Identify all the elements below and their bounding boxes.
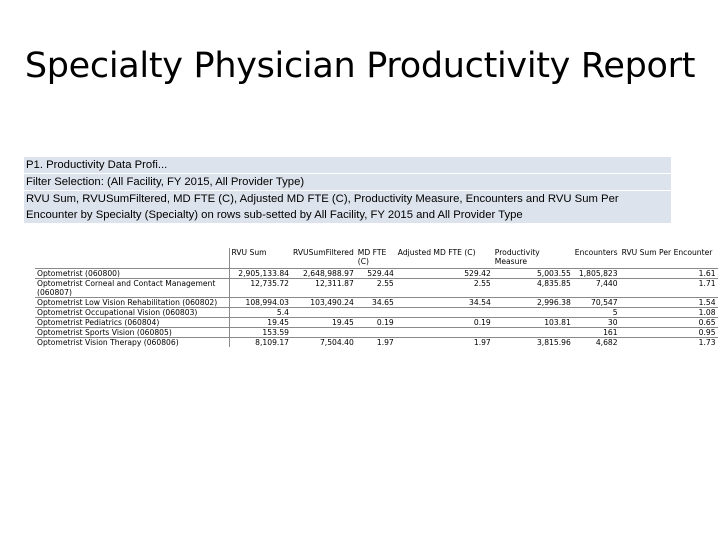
header-adjusted-md-fte: Adjusted MD FTE (C) — [397, 248, 476, 257]
cell-rvu-sum-filtered — [291, 307, 356, 317]
cell-rvu-sum-filtered: 2,648,988.97 — [291, 268, 356, 278]
cell-rvu-sum-filtered: 7,504.40 — [291, 337, 356, 347]
cell-md-fte: 529.44 — [356, 268, 396, 278]
row-label: Optometrist Vision Therapy (060806) — [35, 337, 229, 347]
cell-adjusted-md-fte: 0.19 — [396, 317, 493, 327]
cell-rvu-sum: 153.59 — [229, 327, 291, 337]
cell-adjusted-md-fte — [396, 307, 493, 317]
cell-md-fte: 0.19 — [356, 317, 396, 327]
productivity-table — [35, 248, 718, 347]
header-md-fte: MD FTE (C) — [357, 248, 387, 266]
report-name: P1. Productivity Data Profi... — [24, 157, 671, 174]
cell-rvu-per-encounter: 0.95 — [620, 327, 718, 337]
cell-rvu-sum: 5.4 — [229, 307, 291, 317]
cell-productivity-measure — [493, 327, 573, 337]
table-row — [35, 337, 718, 347]
report-description: RVU Sum, RVUSumFiltered, MD FTE (C), Adjusted MD FTE (C), Productivity Measure, Encounters and RVU Sum Per Encounter by Specialty (Specialty) on rows sub-setted by All Facility, FY 2015 and All Provider Type — [24, 191, 671, 224]
cell-rvu-sum: 8,109.17 — [229, 337, 291, 347]
row-label: Optometrist (060800) — [35, 268, 229, 278]
row-label: Optometrist Pediatrics (060804) — [35, 317, 229, 327]
cell-adjusted-md-fte: 34.54 — [396, 297, 493, 307]
cell-rvu-per-encounter: 1.61 — [620, 268, 718, 278]
table-row — [35, 327, 718, 337]
header-rvu-sum-filtered: RVUSumFiltered — [293, 248, 354, 257]
cell-rvu-per-encounter: 1.71 — [620, 278, 718, 297]
cell-adjusted-md-fte: 529.42 — [396, 268, 493, 278]
row-label: Optometrist Corneal and Contact Management (060807) — [35, 278, 229, 297]
cell-encounters: 1,805,823 — [573, 268, 620, 278]
cell-rvu-per-encounter: 1.73 — [620, 337, 718, 347]
header-label-blank — [35, 248, 229, 268]
cell-adjusted-md-fte: 1.97 — [396, 337, 493, 347]
cell-rvu-sum-filtered: 103,490.24 — [291, 297, 356, 307]
page-title: Specialty Physician Productivity Report — [24, 46, 696, 86]
header-productivity-measure: Productivity Measure — [494, 248, 540, 266]
cell-encounters: 7,440 — [573, 278, 620, 297]
cell-adjusted-md-fte — [396, 327, 493, 337]
cell-rvu-sum: 2,905,133.84 — [229, 268, 291, 278]
cell-productivity-measure: 103.81 — [493, 317, 573, 327]
cell-encounters: 4,682 — [573, 337, 620, 347]
cell-rvu-per-encounter: 1.08 — [620, 307, 718, 317]
table-row — [35, 307, 718, 317]
header-encounters: Encounters — [574, 248, 618, 257]
row-label: Optometrist Low Vision Rehabilitation (060802) — [35, 297, 229, 307]
cell-productivity-measure: 3,815.96 — [493, 337, 573, 347]
cell-productivity-measure: 2,996.38 — [493, 297, 573, 307]
table-row — [35, 278, 718, 297]
cell-encounters: 5 — [573, 307, 620, 317]
row-label: Optometrist Sports Vision (060805) — [35, 327, 229, 337]
data-table-wrapper — [35, 248, 718, 347]
cell-productivity-measure: 5,003.55 — [493, 268, 573, 278]
cell-rvu-sum-filtered: 12,311.87 — [291, 278, 356, 297]
cell-encounters: 30 — [573, 317, 620, 327]
cell-encounters: 161 — [573, 327, 620, 337]
table-row — [35, 268, 718, 278]
cell-encounters: 70,547 — [573, 297, 620, 307]
table-row — [35, 317, 718, 327]
filter-selection: Filter Selection: (All Facility, FY 2015, All Provider Type) — [24, 174, 671, 191]
cell-md-fte: 34.65 — [356, 297, 396, 307]
row-label: Optometrist Occupational Vision (060803) — [35, 307, 229, 317]
cell-rvu-sum-filtered — [291, 327, 356, 337]
cell-productivity-measure — [493, 307, 573, 317]
header-row — [35, 248, 718, 268]
cell-rvu-sum: 108,994.03 — [229, 297, 291, 307]
header-rvu-per-encounter: RVU Sum Per Encounter — [621, 248, 713, 257]
cell-productivity-measure: 4,835.85 — [493, 278, 573, 297]
cell-md-fte — [356, 327, 396, 337]
table-row — [35, 297, 718, 307]
cell-rvu-sum-filtered: 19.45 — [291, 317, 356, 327]
cell-rvu-sum: 12,735.72 — [229, 278, 291, 297]
cell-md-fte — [356, 307, 396, 317]
cell-md-fte: 1.97 — [356, 337, 396, 347]
cell-rvu-sum: 19.45 — [229, 317, 291, 327]
report-info — [24, 157, 671, 224]
cell-md-fte: 2.55 — [356, 278, 396, 297]
cell-adjusted-md-fte: 2.55 — [396, 278, 493, 297]
cell-rvu-per-encounter: 0.65 — [620, 317, 718, 327]
header-rvu-sum: RVU Sum — [231, 248, 267, 257]
cell-rvu-per-encounter: 1.54 — [620, 297, 718, 307]
